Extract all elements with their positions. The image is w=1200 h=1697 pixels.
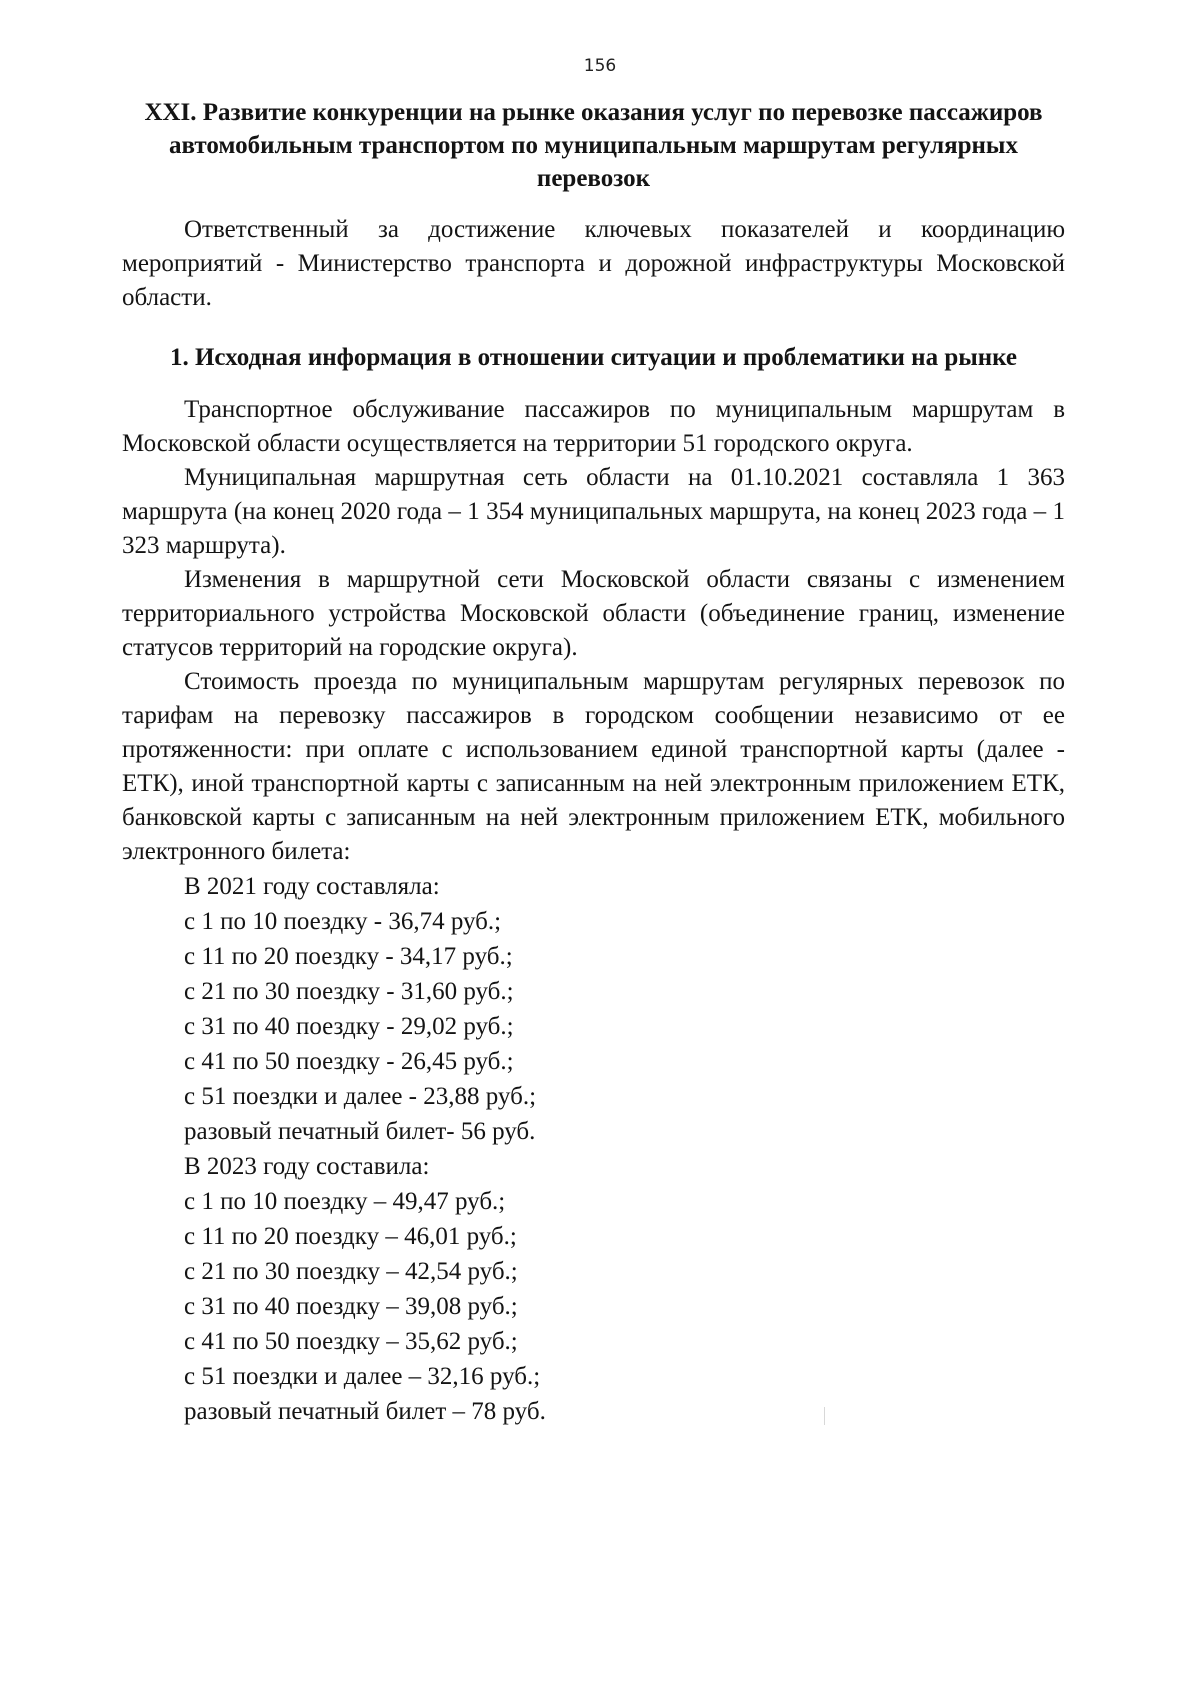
- fare-line: с 41 по 50 поездку - 26,45 руб.;: [184, 1048, 514, 1075]
- fare-line: с 1 по 10 поездку - 36,74 руб.;: [184, 908, 502, 935]
- scan-artifact: [824, 1407, 825, 1425]
- fare-line: с 51 поездки и далее – 32,16 руб.;: [184, 1363, 541, 1390]
- section-title-line: XXI. Развитие конкуренции на рынке оказания услуг по перевозке пассажиров: [144, 99, 1043, 126]
- section-title-line: перевозок: [536, 165, 651, 192]
- body-paragraph: Транспортное обслуживание пассажиров по муниципальным маршрутам в Московской области осуществляется на территории 51 городского округа.: [122, 396, 1065, 457]
- fares-2021-heading: В 2021 году составляла:: [184, 873, 440, 900]
- fare-line: с 41 по 50 поездку – 35,62 руб.;: [184, 1328, 518, 1355]
- fare-line: с 31 по 40 поездку - 29,02 руб.;: [184, 1013, 514, 1040]
- page-content: [122, 96, 1065, 1429]
- section-title-line: автомобильным транспортом по муниципальным маршрутам регулярных: [169, 132, 1018, 159]
- fare-line: с 1 по 10 поездку – 49,47 руб.;: [184, 1188, 506, 1215]
- body-paragraph: Муниципальная маршрутная сеть области на 01.10.2021 составляла 1 363 маршрута (на конец 2020 года – 1 354 муниципальных маршрута, на конец 2023 года – 1 323 маршрута).: [122, 464, 1065, 559]
- fares-2023-list: [122, 1149, 1065, 1429]
- fares-2023-heading: В 2023 году составила:: [184, 1153, 430, 1180]
- fare-line: с 11 по 20 поездку – 46,01 руб.;: [184, 1223, 517, 1250]
- fare-line: с 11 по 20 поездку - 34,17 руб.;: [184, 943, 513, 970]
- fare-line: с 31 по 40 поездку – 39,08 руб.;: [184, 1293, 518, 1320]
- fare-line: разовый печатный билет – 78 руб.: [184, 1398, 546, 1425]
- body-paragraph: Стоимость проезда по муниципальным маршрутам регулярных перевозок по тарифам на перевозку пассажиров в городском сообщении независимо от ее протяженности: при оплате с использованием единой транспортной карты (далее - ЕТК), иной транспортной карты с записанным на ней электронным приложением ЕТК, банковской карты с записанным на ней электронным приложением ЕТК, мобильного электронного билета:: [122, 668, 1065, 865]
- body-paragraph: Изменения в маршрутной сети Московской области связаны с изменением территориального устройства Московской области (объединение границ, изменение статусов территорий на городские округа).: [122, 566, 1065, 661]
- fares-2021-list: [122, 869, 1065, 1149]
- fare-line: с 21 по 30 поездку - 31,60 руб.;: [184, 978, 514, 1005]
- fare-line: разовый печатный билет- 56 руб.: [184, 1118, 536, 1145]
- subsection-title: 1. Исходная информация в отношении ситуации и проблематики на рынке: [169, 344, 1018, 371]
- fare-line: с 21 по 30 поездку – 42,54 руб.;: [184, 1258, 518, 1285]
- fare-line: с 51 поездки и далее - 23,88 руб.;: [184, 1083, 537, 1110]
- responsible-paragraph: Ответственный за достижение ключевых показателей и координацию мероприятий - Министерство транспорта и дорожной инфраструктуры Московской области.: [122, 216, 1065, 311]
- page-number: 156: [583, 56, 617, 76]
- section-title: [122, 96, 1065, 195]
